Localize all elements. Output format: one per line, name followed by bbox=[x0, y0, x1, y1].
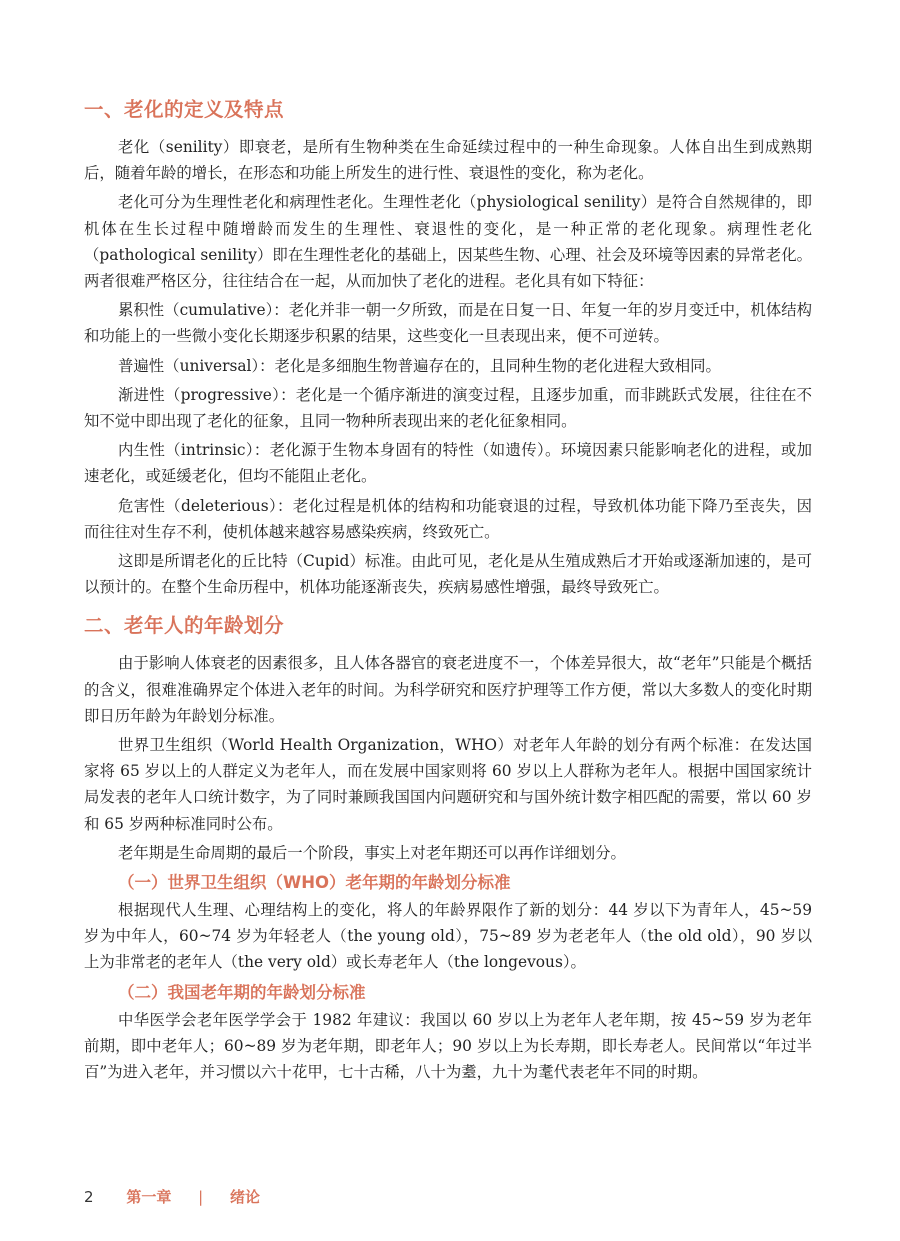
subsection-heading-who-standard: （一）世界卫生组织（WHO）老年期的年龄划分标准 bbox=[118, 873, 511, 893]
page-number: 2 bbox=[84, 1188, 94, 1206]
footer-separator: | bbox=[198, 1188, 204, 1206]
paragraph: 危害性（deleterious）：老化过程是机体的结构和功能衰退的过程，导致机体功能下降乃至丧失，因而往往对生存不利，使机体越来越容易感染疾病，终致死亡。 bbox=[84, 496, 812, 541]
paragraph: 老年期是生命周期的最后一个阶段，事实上对老年期还可以再作详细划分。 bbox=[118, 843, 626, 862]
chapter-label: 第一章 bbox=[126, 1188, 172, 1206]
paragraph: 渐进性（progressive）：老化是一个循序渐进的演变过程，且逐步加重，而非跳跃式发展，往往在不知不觉中即出现了老化的征象，且同一物种所表现出来的老化征象相同。 bbox=[84, 385, 812, 431]
paragraph: 内生性（intrinsic）：老化源于生物本身固有的特性（如遗传）。环境因素只能影响老化的进程，或加速老化，或延缓老化，但均不能阻止老化。 bbox=[84, 441, 812, 486]
paragraph: 老化可分为生理性老化和病理性老化。生理性老化（physiological senility）是符合自然规律的，即机体在生长过程中随增龄而发生的生理性、衰退性的变化，是一种正常的老化现象。病理性老化（pathological senility）即在生理性老化的基础上，因某些生物、心理、社会及环境等因素的异常老化。两者很难严格区分，往往结合在一起，从而加快了老化的进程。老化具有如下特征： bbox=[84, 193, 812, 291]
paragraph: 累积性（cumulative）：老化并非一朝一夕所致，而是在日复一日、年复一年的岁月变迁中，机体结构和功能上的一些微小变化长期逐步积累的结果，这些变化一旦表现出来，便不可逆转。 bbox=[84, 301, 812, 346]
paragraph: 世界卫生组织（World Health Organization，WHO）对老年人年龄的划分有两个标准：在发达国家将 65 岁以上的人群定义为老年人，而在发展中国家则将 60 岁以上人群称为老年人。根据中国国家统计局发表的老年人口统计数字，为了同时兼顾我国国内问题研究和与国外统计数字相匹配的需要，常以 60 岁和 65 岁两种标准同时公布。 bbox=[84, 736, 812, 833]
paragraph: 根据现代人生理、心理结构上的变化，将人的年龄界限作了新的划分：44 岁以下为青年人，45~59 岁为中年人，60~74 岁为年轻老人（the young old），75~89 岁为老老年人（the old old），90 岁以上为非常老的老年人（the very old）或长寿老年人（the longevous）。 bbox=[84, 901, 812, 972]
paragraph: 普遍性（universal）：老化是多细胞生物普遍存在的，且同种生物的老化进程大致相同。 bbox=[118, 356, 721, 375]
paragraph: 由于影响人体衰老的因素很多，且人体各器官的衰老进度不一，个体差异很大，故“老年”只能是个概括的含义，很难准确界定个体进入老年的时间。为科学研究和医疗护理等工作方便，常以大多数人的变化时期即日历年龄为年龄划分标准。 bbox=[84, 654, 812, 725]
section-heading-aging-definition: 一、老化的定义及特点 bbox=[84, 98, 285, 121]
chapter-title: 绪论 bbox=[229, 1188, 260, 1206]
paragraph: 中华医学会老年医学学会于 1982 年建议：我国以 60 岁以上为老年人老年期，按 45~59 岁为老年前期，即中老年人；60~89 岁为老年期，即老年人；90 岁以上为长寿期，即长寿老人。民间常以“年过半百”为进入老年，并习惯以六十花甲，七十古稀，八十为耋，九十为耄代表老年不同的时期。 bbox=[84, 1010, 812, 1082]
paragraph: 老化（senility）即衰老，是所有生物种类在生命延续过程中的一种生命现象。人体自出生到成熟期后，随着年龄的增长，在形态和功能上所发生的进行性、衰退性的变化，称为老化。 bbox=[84, 138, 812, 183]
section-heading-age-classification: 二、老年人的年龄划分 bbox=[84, 614, 285, 638]
paragraph: 这即是所谓老化的丘比特（Cupid）标准。由此可见，老化是从生殖成熟后才开始或逐渐加速的，是可以预计的。在整个生命历程中，机体功能逐渐丧失，疾病易感性增强，最终导致死亡。 bbox=[84, 552, 812, 597]
page-content bbox=[84, 96, 812, 1088]
page-footer bbox=[84, 1185, 260, 1209]
subsection-heading-china-standard: （二）我国老年期的年龄划分标准 bbox=[118, 982, 366, 1002]
